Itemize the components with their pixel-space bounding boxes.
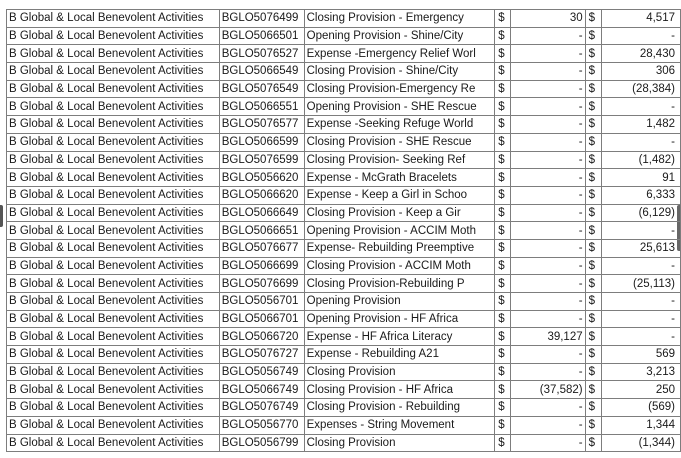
- total-cell: 28,430: [601, 45, 680, 63]
- currency-cell: $: [585, 434, 601, 452]
- fund-cell: B Global & Local Benevolent Activities: [7, 45, 220, 63]
- amount-cell: -: [511, 275, 585, 293]
- currency-cell: $: [495, 346, 511, 364]
- table-row: [7, 328, 681, 346]
- currency-cell: $: [495, 275, 511, 293]
- account-cell: BGLO5066649: [219, 204, 304, 222]
- table-row: [7, 151, 681, 169]
- amount-cell: 39,127: [511, 328, 585, 346]
- table-row: [7, 98, 681, 116]
- currency-cell: $: [495, 399, 511, 417]
- currency-cell: $: [495, 151, 511, 169]
- account-cell: BGLO5066699: [219, 257, 304, 275]
- description-cell: Expense -Seeking Refuge World: [304, 116, 495, 134]
- description-cell: Closing Provision: [304, 363, 495, 381]
- currency-cell: $: [585, 10, 601, 28]
- total-cell: -: [601, 310, 680, 328]
- account-cell: BGLO5076749: [219, 399, 304, 417]
- fund-cell: B Global & Local Benevolent Activities: [7, 10, 220, 28]
- currency-cell: $: [585, 169, 601, 187]
- table-row: [7, 381, 681, 399]
- currency-cell: $: [585, 275, 601, 293]
- currency-cell: $: [495, 381, 511, 399]
- currency-cell: $: [495, 239, 511, 257]
- description-cell: Closing Provision - Rebuilding: [304, 399, 495, 417]
- table-row: [7, 116, 681, 134]
- currency-cell: $: [495, 257, 511, 275]
- currency-cell: $: [495, 434, 511, 452]
- currency-cell: $: [495, 45, 511, 63]
- amount-cell: -: [511, 133, 585, 151]
- currency-cell: $: [585, 257, 601, 275]
- description-cell: Closing Provision-Emergency Re: [304, 80, 495, 98]
- table-row: [7, 434, 681, 452]
- amount-cell: -: [511, 116, 585, 134]
- fund-cell: B Global & Local Benevolent Activities: [7, 328, 220, 346]
- description-cell: Opening Provision: [304, 293, 495, 311]
- amount-cell: 30: [511, 10, 585, 28]
- description-cell: Expense -Emergency Relief Worl: [304, 45, 495, 63]
- account-cell: BGLO5076727: [219, 346, 304, 364]
- ledger-table: [6, 9, 681, 452]
- total-cell: 91: [601, 169, 680, 187]
- fund-cell: B Global & Local Benevolent Activities: [7, 363, 220, 381]
- fund-cell: B Global & Local Benevolent Activities: [7, 80, 220, 98]
- table-row: [7, 63, 681, 81]
- amount-cell: -: [511, 310, 585, 328]
- table-row: [7, 186, 681, 204]
- currency-cell: $: [585, 45, 601, 63]
- account-cell: BGLO5066749: [219, 381, 304, 399]
- total-cell: (1,344): [601, 434, 680, 452]
- fund-cell: B Global & Local Benevolent Activities: [7, 257, 220, 275]
- account-cell: BGLO5066651: [219, 222, 304, 240]
- table-row: [7, 257, 681, 275]
- description-cell: Opening Provision - HF Africa: [304, 310, 495, 328]
- currency-cell: $: [585, 381, 601, 399]
- account-cell: BGLO5066720: [219, 328, 304, 346]
- account-cell: BGLO5066599: [219, 133, 304, 151]
- total-cell: -: [601, 257, 680, 275]
- description-cell: Opening Provision - ACCIM Moth: [304, 222, 495, 240]
- table-row: [7, 45, 681, 63]
- account-cell: BGLO5076677: [219, 239, 304, 257]
- amount-cell: -: [511, 416, 585, 434]
- table-row: [7, 399, 681, 417]
- currency-cell: $: [585, 310, 601, 328]
- currency-cell: $: [495, 204, 511, 222]
- total-cell: 1,482: [601, 116, 680, 134]
- table-row: [7, 169, 681, 187]
- currency-cell: $: [495, 133, 511, 151]
- description-cell: Expense - HF Africa Literacy: [304, 328, 495, 346]
- total-cell: 3,213: [601, 363, 680, 381]
- description-cell: Closing Provision-Rebuilding P: [304, 275, 495, 293]
- description-cell: Closing Provision- Seeking Ref: [304, 151, 495, 169]
- amount-cell: (37,582): [511, 381, 585, 399]
- total-cell: 306: [601, 63, 680, 81]
- account-cell: BGLO5066551: [219, 98, 304, 116]
- table-row: [7, 416, 681, 434]
- currency-cell: $: [585, 27, 601, 45]
- currency-cell: $: [495, 10, 511, 28]
- currency-cell: $: [495, 116, 511, 134]
- account-cell: BGLO5076577: [219, 116, 304, 134]
- fund-cell: B Global & Local Benevolent Activities: [7, 169, 220, 187]
- total-cell: (6,129): [601, 204, 680, 222]
- currency-cell: $: [585, 63, 601, 81]
- currency-cell: $: [585, 133, 601, 151]
- table-row: [7, 204, 681, 222]
- total-cell: 250: [601, 381, 680, 399]
- amount-cell: -: [511, 27, 585, 45]
- total-cell: 6,333: [601, 186, 680, 204]
- currency-cell: $: [585, 363, 601, 381]
- description-cell: Opening Provision - Shine/City: [304, 27, 495, 45]
- currency-cell: $: [585, 222, 601, 240]
- amount-cell: -: [511, 346, 585, 364]
- fund-cell: B Global & Local Benevolent Activities: [7, 151, 220, 169]
- left-edge-tab: [0, 205, 3, 227]
- fund-cell: B Global & Local Benevolent Activities: [7, 399, 220, 417]
- total-cell: (569): [601, 399, 680, 417]
- account-cell: BGLO5066549: [219, 63, 304, 81]
- total-cell: -: [601, 98, 680, 116]
- fund-cell: B Global & Local Benevolent Activities: [7, 434, 220, 452]
- total-cell: -: [601, 293, 680, 311]
- ledger-rows: [7, 10, 681, 452]
- fund-cell: B Global & Local Benevolent Activities: [7, 239, 220, 257]
- account-cell: BGLO5076499: [219, 10, 304, 28]
- currency-cell: $: [585, 98, 601, 116]
- amount-cell: -: [511, 98, 585, 116]
- description-cell: Closing Provision - Keep a Gir: [304, 204, 495, 222]
- currency-cell: $: [585, 116, 601, 134]
- fund-cell: B Global & Local Benevolent Activities: [7, 204, 220, 222]
- total-cell: (28,384): [601, 80, 680, 98]
- amount-cell: -: [511, 45, 585, 63]
- account-cell: BGLO5066620: [219, 186, 304, 204]
- currency-cell: $: [495, 363, 511, 381]
- table-row: [7, 222, 681, 240]
- amount-cell: -: [511, 222, 585, 240]
- table-row: [7, 310, 681, 328]
- fund-cell: B Global & Local Benevolent Activities: [7, 63, 220, 81]
- account-cell: BGLO5076527: [219, 45, 304, 63]
- currency-cell: $: [495, 80, 511, 98]
- fund-cell: B Global & Local Benevolent Activities: [7, 310, 220, 328]
- amount-cell: -: [511, 257, 585, 275]
- currency-cell: $: [585, 293, 601, 311]
- currency-cell: $: [585, 186, 601, 204]
- total-cell: (1,482): [601, 151, 680, 169]
- table-row: [7, 275, 681, 293]
- table-row: [7, 346, 681, 364]
- account-cell: BGLO5066501: [219, 27, 304, 45]
- total-cell: 569: [601, 346, 680, 364]
- currency-cell: $: [495, 98, 511, 116]
- description-cell: Expense - Keep a Girl in Schoo: [304, 186, 495, 204]
- description-cell: Expense - McGrath Bracelets: [304, 169, 495, 187]
- currency-cell: $: [585, 80, 601, 98]
- fund-cell: B Global & Local Benevolent Activities: [7, 222, 220, 240]
- table-row: [7, 239, 681, 257]
- currency-cell: $: [495, 222, 511, 240]
- description-cell: Expense - Rebuilding A21: [304, 346, 495, 364]
- amount-cell: -: [511, 151, 585, 169]
- currency-cell: $: [495, 328, 511, 346]
- total-cell: (25,113): [601, 275, 680, 293]
- currency-cell: $: [585, 151, 601, 169]
- description-cell: Closing Provision - SHE Rescue: [304, 133, 495, 151]
- table-row: [7, 80, 681, 98]
- currency-cell: $: [495, 293, 511, 311]
- currency-cell: $: [495, 310, 511, 328]
- currency-cell: $: [585, 328, 601, 346]
- amount-cell: -: [511, 293, 585, 311]
- account-cell: BGLO5076599: [219, 151, 304, 169]
- fund-cell: B Global & Local Benevolent Activities: [7, 186, 220, 204]
- currency-cell: $: [495, 416, 511, 434]
- currency-cell: $: [585, 204, 601, 222]
- total-cell: -: [601, 133, 680, 151]
- account-cell: BGLO5056749: [219, 363, 304, 381]
- total-cell: -: [601, 328, 680, 346]
- currency-cell: $: [585, 239, 601, 257]
- table-row: [7, 293, 681, 311]
- fund-cell: B Global & Local Benevolent Activities: [7, 275, 220, 293]
- fund-cell: B Global & Local Benevolent Activities: [7, 116, 220, 134]
- description-cell: Closing Provision - ACCIM Moth: [304, 257, 495, 275]
- table-row: [7, 27, 681, 45]
- amount-cell: -: [511, 80, 585, 98]
- description-cell: Expense- Rebuilding Preemptive: [304, 239, 495, 257]
- currency-cell: $: [585, 399, 601, 417]
- amount-cell: -: [511, 363, 585, 381]
- account-cell: BGLO5056701: [219, 293, 304, 311]
- table-row: [7, 10, 681, 28]
- description-cell: Closing Provision - Shine/City: [304, 63, 495, 81]
- account-cell: BGLO5076549: [219, 80, 304, 98]
- fund-cell: B Global & Local Benevolent Activities: [7, 416, 220, 434]
- account-cell: BGLO5056799: [219, 434, 304, 452]
- amount-cell: -: [511, 204, 585, 222]
- account-cell: BGLO5076699: [219, 275, 304, 293]
- table-row: [7, 133, 681, 151]
- fund-cell: B Global & Local Benevolent Activities: [7, 381, 220, 399]
- currency-cell: $: [495, 63, 511, 81]
- table-row: [7, 363, 681, 381]
- amount-cell: -: [511, 186, 585, 204]
- description-cell: Closing Provision - HF Africa: [304, 381, 495, 399]
- description-cell: Closing Provision: [304, 434, 495, 452]
- fund-cell: B Global & Local Benevolent Activities: [7, 346, 220, 364]
- currency-cell: $: [495, 169, 511, 187]
- currency-cell: $: [585, 416, 601, 434]
- fund-cell: B Global & Local Benevolent Activities: [7, 98, 220, 116]
- amount-cell: -: [511, 239, 585, 257]
- total-cell: 1,344: [601, 416, 680, 434]
- currency-cell: $: [495, 27, 511, 45]
- account-cell: BGLO5056770: [219, 416, 304, 434]
- total-cell: -: [601, 222, 680, 240]
- fund-cell: B Global & Local Benevolent Activities: [7, 133, 220, 151]
- fund-cell: B Global & Local Benevolent Activities: [7, 293, 220, 311]
- currency-cell: $: [495, 186, 511, 204]
- account-cell: BGLO5056620: [219, 169, 304, 187]
- amount-cell: -: [511, 399, 585, 417]
- description-cell: Opening Provision - SHE Rescue: [304, 98, 495, 116]
- fund-cell: B Global & Local Benevolent Activities: [7, 27, 220, 45]
- amount-cell: -: [511, 63, 585, 81]
- amount-cell: -: [511, 169, 585, 187]
- description-cell: Expenses - String Movement: [304, 416, 495, 434]
- total-cell: 25,613: [601, 239, 680, 257]
- total-cell: 4,517: [601, 10, 680, 28]
- total-cell: -: [601, 27, 680, 45]
- description-cell: Closing Provision - Emergency: [304, 10, 495, 28]
- currency-cell: $: [585, 346, 601, 364]
- amount-cell: -: [511, 434, 585, 452]
- account-cell: BGLO5066701: [219, 310, 304, 328]
